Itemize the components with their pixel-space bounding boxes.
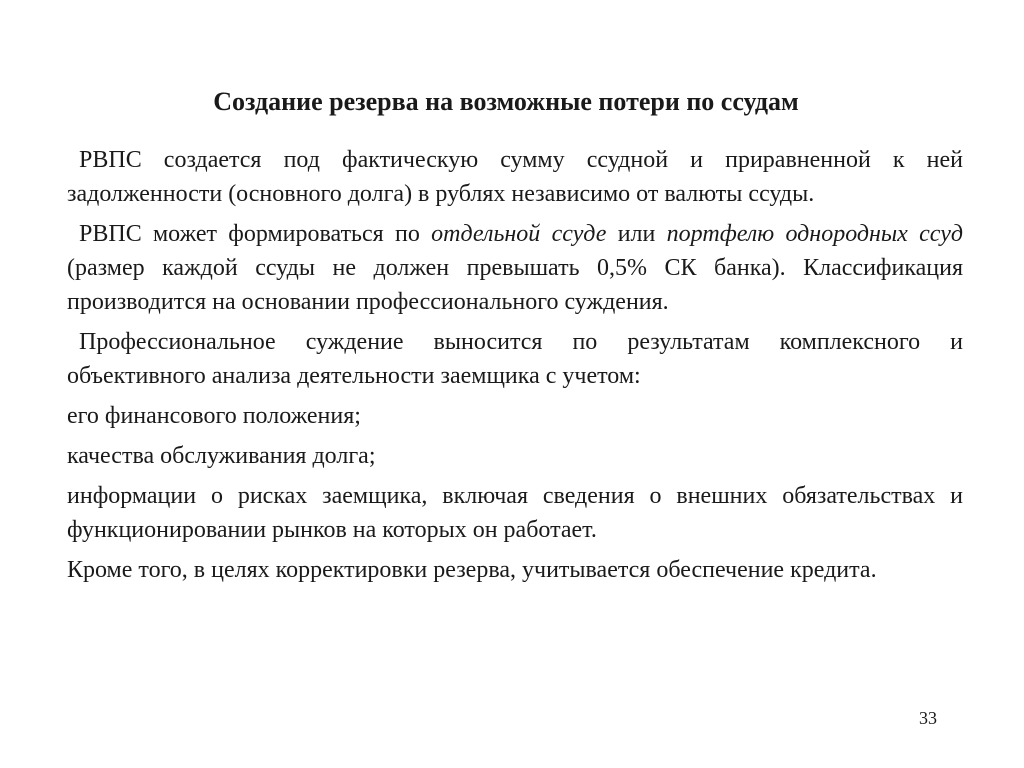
list-item-borrower-risks: информации о рисках заемщика, включая сведения о внешних обязательствах и функционировании рынков на которых он работает. <box>67 483 963 543</box>
list-item-financial-position: его финансового положения; <box>67 403 361 429</box>
paragraph-text: (размер каждой ссуды не должен превышать 0,5% СК банка). Классификация производится на основании профессионального суждения. <box>67 255 963 315</box>
emphasis-individual-loan: отдельной ссуде <box>431 221 607 247</box>
paragraph-collateral: Кроме того, в целях корректировки резерва, учитывается обеспечение кредита. <box>67 557 877 583</box>
paragraph-text: РВПС может формироваться по <box>79 221 432 247</box>
slide-body <box>67 143 963 593</box>
paragraph-professional-judgment: Профессиональное суждение выносится по результатам комплексного и объективного анализа деятельности заемщика с учетом: <box>67 329 963 389</box>
paragraph-rvps-formation <box>67 217 963 319</box>
slide-title: Создание резерва на возможные потери по ссудам <box>213 87 799 116</box>
page-number: 33 <box>919 708 937 728</box>
list-item-debt-servicing: качества обслуживания долга; <box>67 443 376 469</box>
paragraph-text: или <box>606 221 667 247</box>
emphasis-homogeneous-portfolio: портфелю однородных ссуд <box>666 221 964 247</box>
paragraph-rvps-basis: РВПС создается под фактическую сумму ссудной и приравненной к ней задолженности (основного долга) в рублях независимо от валюты ссуды. <box>67 147 963 207</box>
